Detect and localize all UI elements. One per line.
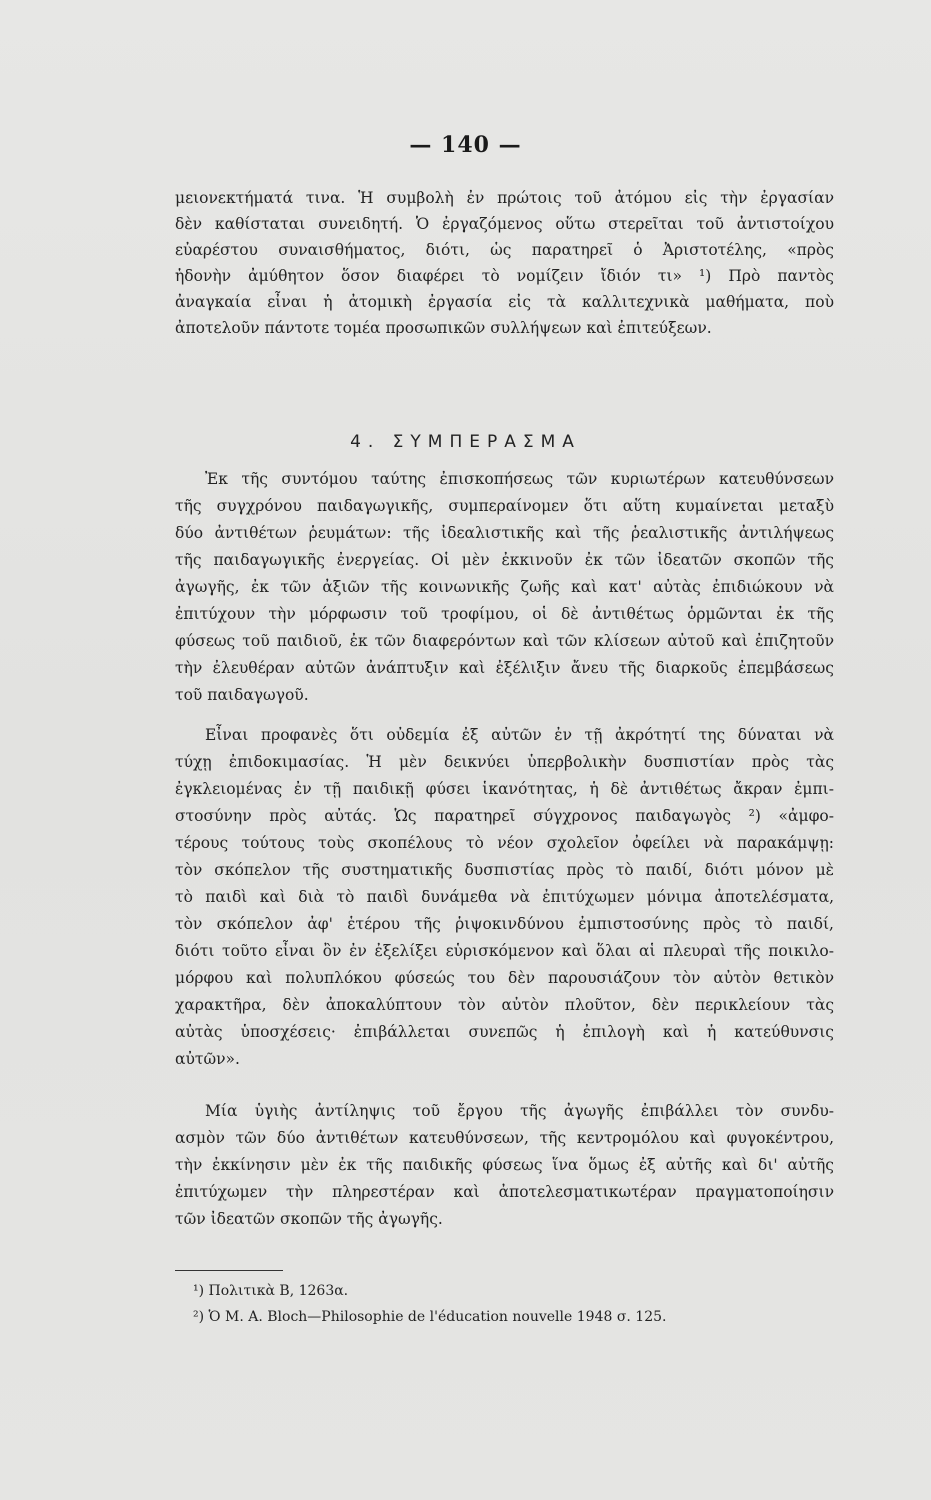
text-line: τύχῃ ἐπιδοκιμασίας. Ἡ μὲν δεικνύει ὑπερβολικὴν δυσπιστίαν πρὸς τὰς [175, 753, 834, 771]
text-line: δύο ἀντιθέτων ῥευμάτων: τῆς ἰδεαλιστικῆς καὶ τῆς ῥεαλιστικῆς ἀντιλήψεως [175, 524, 834, 542]
text-line: τὴν ἐκκίνησιν μὲν ἐκ τῆς παιδικῆς φύσεως ἵνα ὅμως ἐξ αὐτῆς καὶ δι' αὐτῆς [175, 1156, 834, 1174]
section-heading: 4. ΣΥΜΠΕΡΑΣΜΑ [350, 432, 581, 452]
text-line: δὲν καθίσταται συνειδητή. Ὁ ἐργαζόμενος οὕτω στερεῖται τοῦ ἀντιστοίχου [175, 215, 834, 233]
text-line: Εἶναι προφανὲς ὅτι οὐδεμία ἐξ αὐτῶν ἐν τῇ ἀκρότητί της δύναται νὰ [205, 726, 834, 744]
page-number: — 140 — [409, 132, 522, 158]
text-line: ἐπιτύχουν τὴν μόρφωσιν τοῦ τροφίμου, οἱ δὲ ἀντιθέτως ὁρμῶνται ἐκ τῆς [175, 605, 834, 623]
footnote-divider [175, 1270, 283, 1271]
text-line: ἀποτελοῦν πάντοτε τομέα προσωπικῶν συλλήψεων καὶ ἐπιτεύξεων. [175, 319, 712, 337]
text-line: τῶν ἰδεατῶν σκοπῶν τῆς ἀγωγῆς. [175, 1210, 443, 1228]
text-line: τὸν σκόπελον τῆς συστηματικῆς δυσπιστίας πρὸς τὸ παιδί, διότι μόνον μὲ [175, 861, 834, 879]
text-line: τῆς παιδαγωγικῆς ἐνεργείας. Οἱ μὲν ἐκκινοῦν ἐκ τῶν ἰδεατῶν σκοπῶν τῆς [175, 551, 834, 569]
text-line: ἐγκλειομένας ἐν τῇ παιδικῇ φύσει ἱκανότητας, ἡ δὲ ἀντιθέτως ἄκραν ἐμπι- [175, 780, 834, 798]
text-line: τὸν σκόπελον ἀφ' ἑτέρου τῆς ῥιψοκινδύνου ἐμπιστοσύνης πρὸς τὸ παιδί, [175, 915, 834, 933]
text-line: χαρακτῆρα, δὲν ἀποκαλύπτουν τὸν αὐτὸν πλοῦτον, δὲν περικλείουν τὰς [175, 996, 834, 1014]
text-line: ἐπιτύχωμεν τὴν πληρεστέραν καὶ ἀποτελεσματικωτέραν πραγματοποίησιν [175, 1183, 834, 1201]
text-line: ἀναγκαία εἶναι ἡ ἀτομικὴ ἐργασία εἰς τὰ καλλιτεχνικὰ μαθήματα, ποὺ [175, 293, 834, 311]
text-line: μόρφου καὶ πολυπλόκου φύσεώς του δὲν παρουσιάζουν τὸν αὐτὸν θετικὸν [175, 969, 834, 987]
text-line: Μία ὑγιὴς ἀντίληψις τοῦ ἔργου τῆς ἀγωγῆς ἐπιβάλλει τὸν συνδυ- [205, 1102, 834, 1120]
text-line: αὐτῶν». [175, 1050, 240, 1068]
footnotes [193, 1278, 666, 1330]
text-line: ἀγωγῆς, ἐκ τῶν ἀξιῶν τῆς κοινωνικῆς ζωῆς καὶ κατ' αὐτὰς ἐπιδιώκουν νὰ [175, 578, 834, 596]
text-line: στοσύνην πρὸς αὐτάς. Ὡς παρατηρεῖ σύγχρονος παιδαγωγὸς ²) «ἀμφο- [175, 807, 834, 825]
text-line: τῆς συγχρόνου παιδαγωγικῆς, συμπεραίνομεν ὅτι αὕτη κυμαίνεται μεταξὺ [175, 497, 834, 515]
text-line: ασμὸν τῶν δύο ἀντιθέτων κατευθύνσεων, τῆς κεντρομόλου καὶ φυγοκέντρου, [175, 1129, 834, 1147]
text-line: εὐαρέστου συναισθήματος, διότι, ὡς παρατηρεῖ ὁ Ἀριστοτέλης, «πρὸς [175, 241, 834, 259]
text-line: τέρους τούτους τοὺς σκοπέλους τὸ νέον σχολεῖον ὀφείλει νὰ παρακάμψῃ: [175, 834, 834, 852]
text-line: φύσεως τοῦ παιδιοῦ, ἐκ τῶν διαφερόντων καὶ τῶν κλίσεων αὐτοῦ καὶ ἐπιζητοῦν [175, 632, 834, 650]
footnote-1: ¹) Πολιτικὰ Β, 1263α. [193, 1283, 349, 1299]
text-line: αὐτὰς ὑποσχέσεις· ἐπιβάλλεται συνεπῶς ἡ ἐπιλογὴ καὶ ἡ κατεύθυνσις [175, 1023, 834, 1041]
text-line: τοῦ παιδαγωγοῦ. [175, 686, 309, 704]
text-line: διότι τοῦτο εἶναι ὂν ἐν ἐξελίξει εὑρισκόμενον καὶ ὅλαι αἱ πλευραὶ τῆς ποικιλο- [175, 942, 834, 960]
text-line: τὸ παιδὶ καὶ διὰ τὸ παιδὶ δυνάμεθα νὰ ἐπιτύχωμεν μόνιμα ἀποτελέσματα, [175, 888, 834, 906]
text-line: μειονεκτήματά τινα. Ἡ συμβολὴ ἐν πρώτοις τοῦ ἀτόμου εἰς τὴν ἐργασίαν [175, 189, 834, 207]
footnote-2: ²) Ὁ Μ. A. Bloch—Philosophie de l'éducation nouvelle 1948 σ. 125. [193, 1309, 667, 1325]
text-line: ἡδονὴν ἀμύθητον ὅσον διαφέρει τὸ νομίζειν ἴδιόν τι» ¹) Πρὸ παντὸς [175, 267, 834, 285]
text-line: Ἐκ τῆς συντόμου ταύτης ἐπισκοπήσεως τῶν κυριωτέρων κατευθύνσεων [205, 470, 834, 488]
text-line: τὴν ἐλευθέραν αὐτῶν ἀνάπτυξιν καὶ ἐξέλιξιν ἄνευ τῆς διαρκοῦς ἐπεμβάσεως [175, 659, 834, 677]
